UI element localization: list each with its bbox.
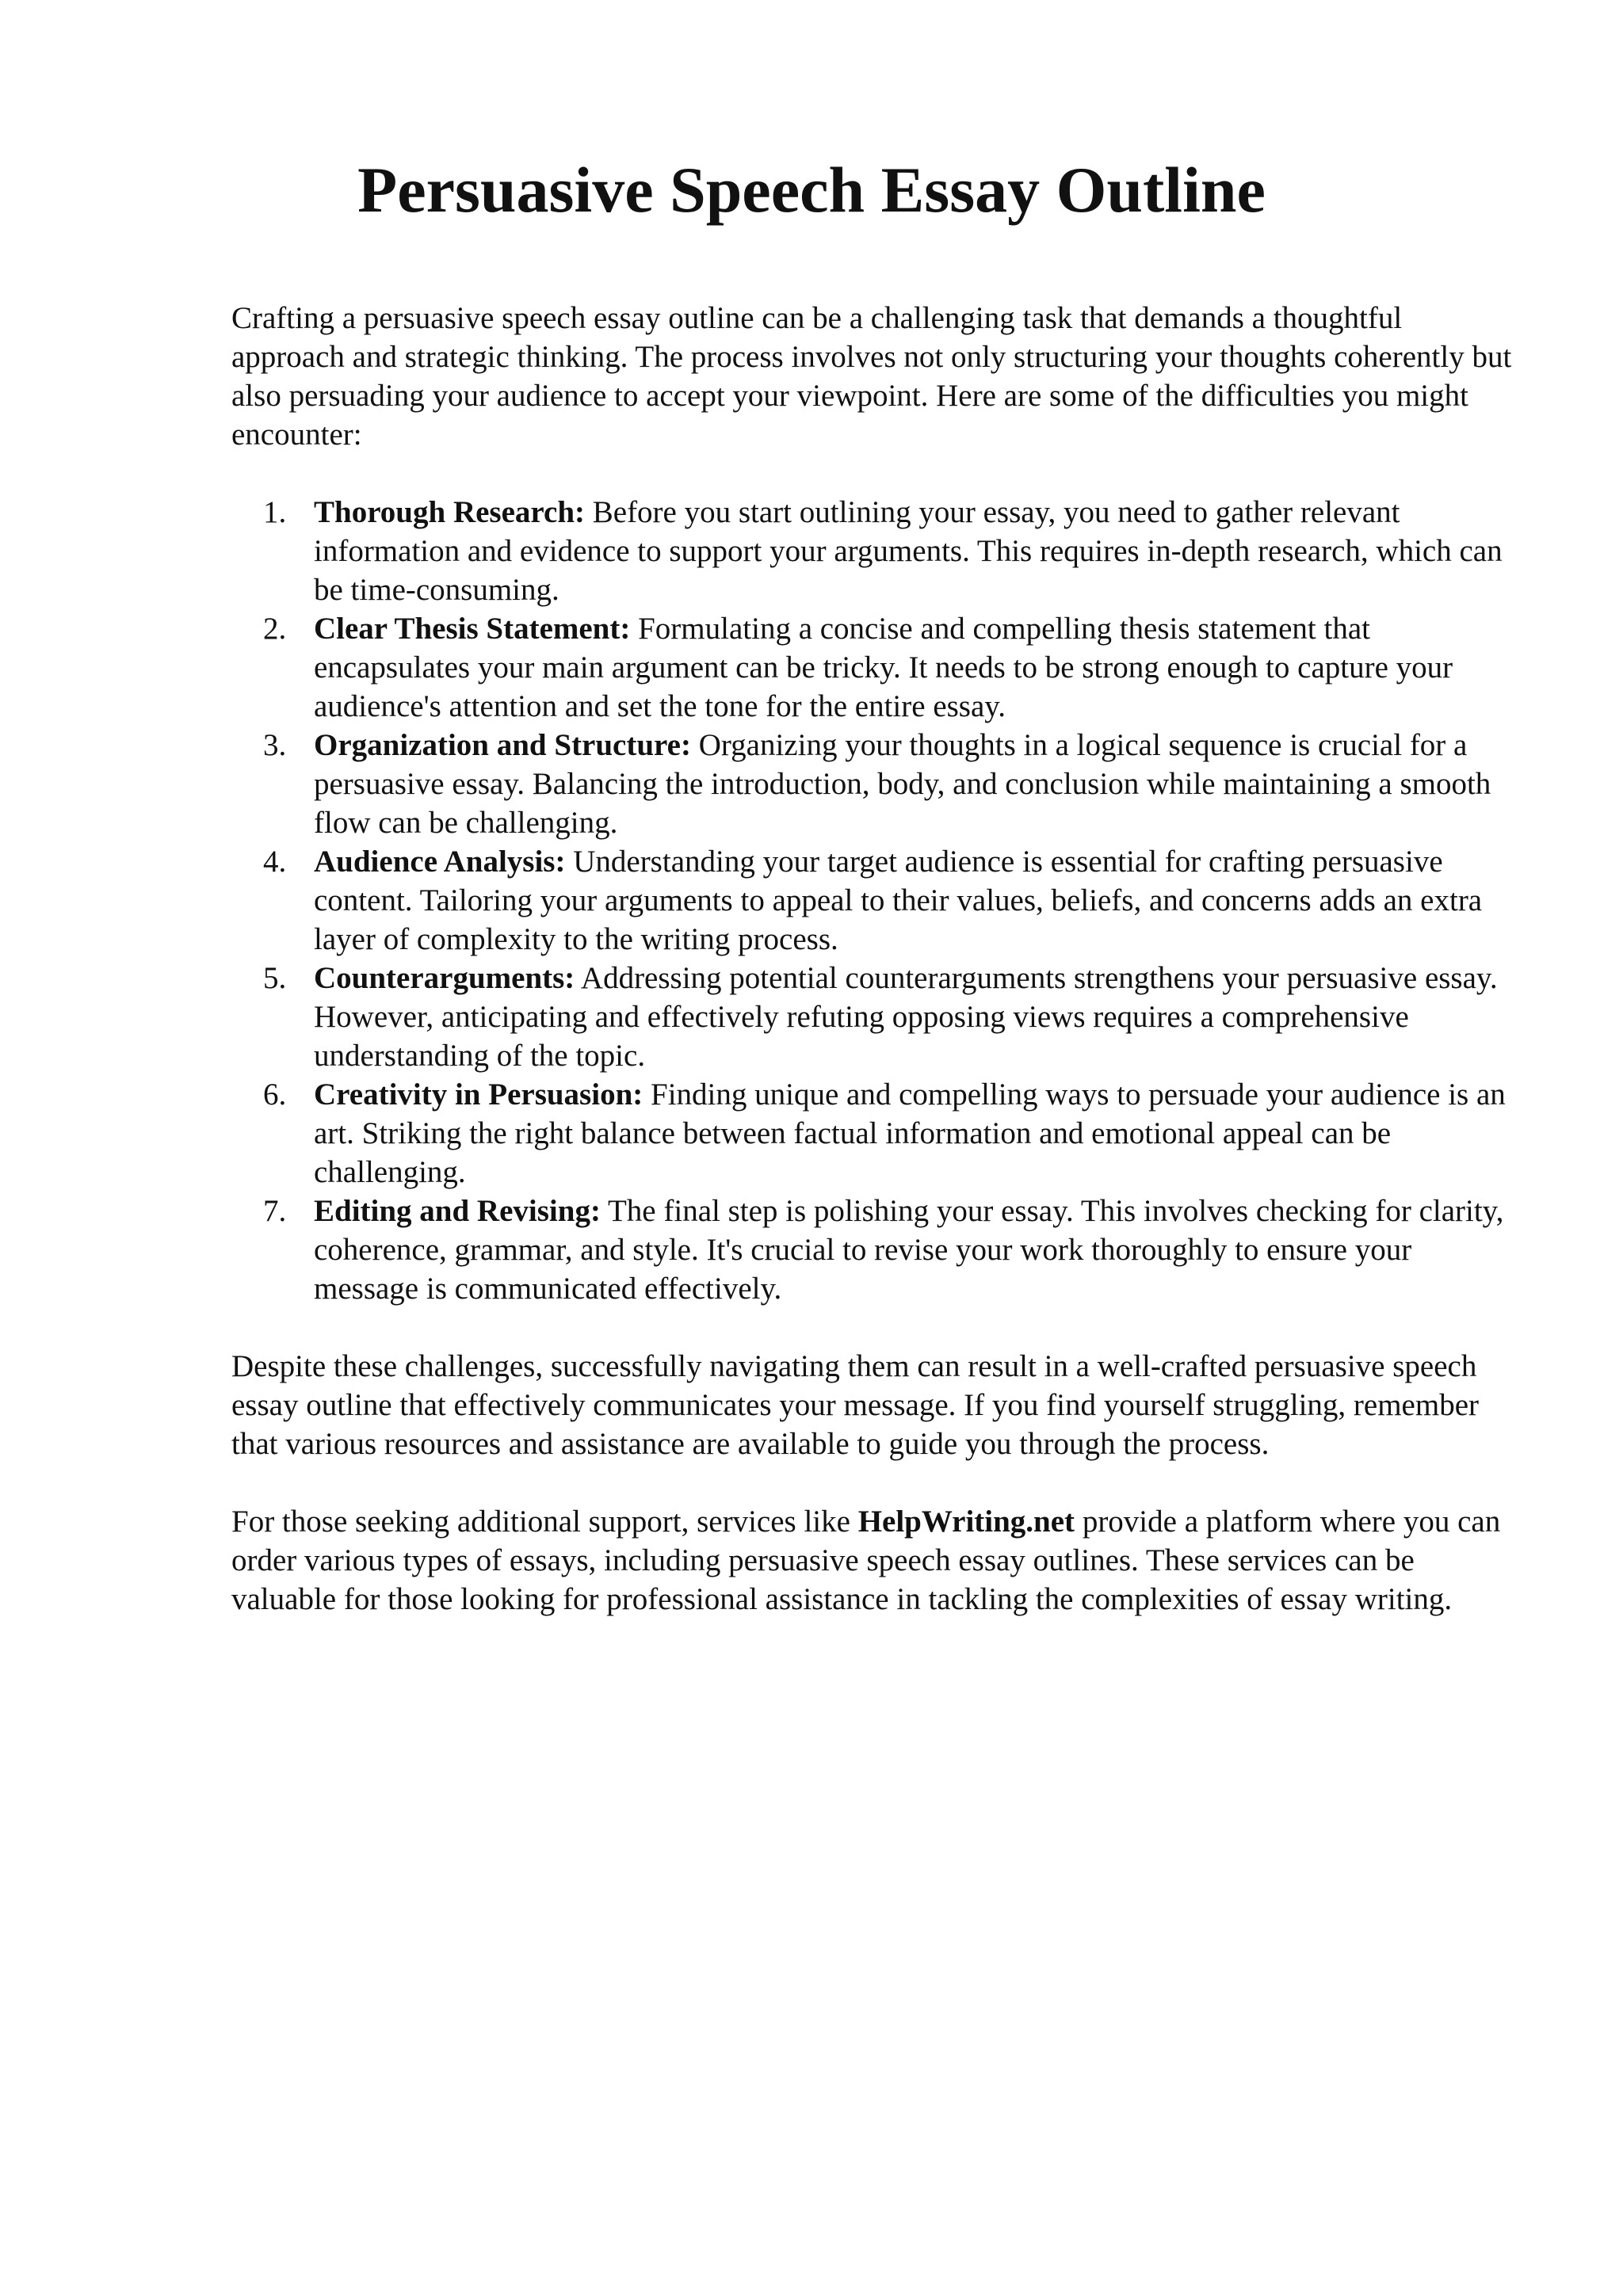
list-item-title: Thorough Research: (314, 495, 585, 529)
list-item-counterarguments (231, 959, 1515, 1075)
difficulty-list (231, 493, 1515, 1308)
list-item-text: Before you start outlining your essay, you need to gather relevant information and evidence to support your arguments. This requires in-depth research, which can be time-consuming. (314, 495, 1503, 607)
list-item-number: 3. (263, 728, 287, 762)
list-item-title: Counterarguments: (314, 961, 575, 995)
list-item-title: Editing and Revising: (314, 1194, 601, 1228)
list-item-research (231, 493, 1515, 609)
list-item-number: 2. (263, 612, 287, 646)
list-item-number: 6. (263, 1077, 287, 1112)
list-item-creativity (231, 1075, 1515, 1192)
list-item-number: 5. (263, 961, 287, 995)
list-item-title: Clear Thesis Statement: (314, 612, 631, 646)
list-item-audience (231, 842, 1515, 959)
list-item-text: Organizing your thoughts in a logical sequence is crucial for a persuasive essay. Balancing the introduction, body, and conclusion while maintaining a smooth flow can be challenging. (314, 728, 1491, 840)
list-item-text: Addressing potential counterarguments strengthens your persuasive essay. However, anticipating and effectively refuting opposing views requires a comprehensive understanding of the topic. (314, 961, 1498, 1073)
list-item-title: Audience Analysis: (314, 845, 566, 879)
list-item-text: Formulating a concise and compelling thesis statement that encapsulates your main argument can be tricky. It needs to be strong enough to capture your audience's attention and set the tone for the entire essay. (314, 612, 1453, 723)
list-item-title: Organization and Structure: (314, 728, 691, 762)
support-text-after: provide a platform where you can order various types of essays, including persuasive speech essay outlines. These services can be valuable for those looking for professional assistance in tackling the complexities of essay writing. (231, 1505, 1501, 1616)
brand-name: HelpWriting.net (857, 1505, 1075, 1539)
list-item-number: 4. (263, 845, 287, 879)
list-item-thesis (231, 609, 1515, 726)
support-text-before: For those seeking additional support, services like (231, 1505, 850, 1539)
support-paragraph (231, 1502, 1515, 1619)
document-body (231, 299, 1515, 1619)
list-item-text: Finding unique and compelling ways to persuade your audience is an art. Striking the right balance between factual information and emotional appeal can be challenging. (314, 1077, 1506, 1189)
list-item-title: Creativity in Persuasion: (314, 1077, 643, 1112)
page-title: Persuasive Speech Essay Outline (357, 154, 1266, 226)
conclusion-paragraph: Despite these challenges, successfully navigating them can result in a well-crafted persuasive speech essay outline that effectively communicates your message. If you find yourself struggling, remember that various resources and assistance are available to guide you through the process. (231, 1349, 1479, 1461)
list-item-text: Understanding your target audience is essential for crafting persuasive content. Tailoring your arguments to appeal to their values, beliefs, and concerns adds an extra layer of complexity to the writing process. (314, 845, 1483, 956)
list-item-number: 1. (263, 495, 287, 529)
intro-paragraph: Crafting a persuasive speech essay outline can be a challenging task that demands a thoughtful approach and strategic thinking. The process involves not only structuring your thoughts coherently but also persuading your audience to accept your viewpoint. Here are some of the difficulties you might encounter: (231, 301, 1512, 452)
list-item-number: 7. (263, 1194, 287, 1228)
list-item-editing (231, 1192, 1515, 1308)
list-item-organization (231, 726, 1515, 842)
list-item-text: The final step is polishing your essay. This involves checking for clarity, coherence, grammar, and style. It's crucial to revise your work thoroughly to ensure your message is communicated effectively. (314, 1194, 1504, 1306)
